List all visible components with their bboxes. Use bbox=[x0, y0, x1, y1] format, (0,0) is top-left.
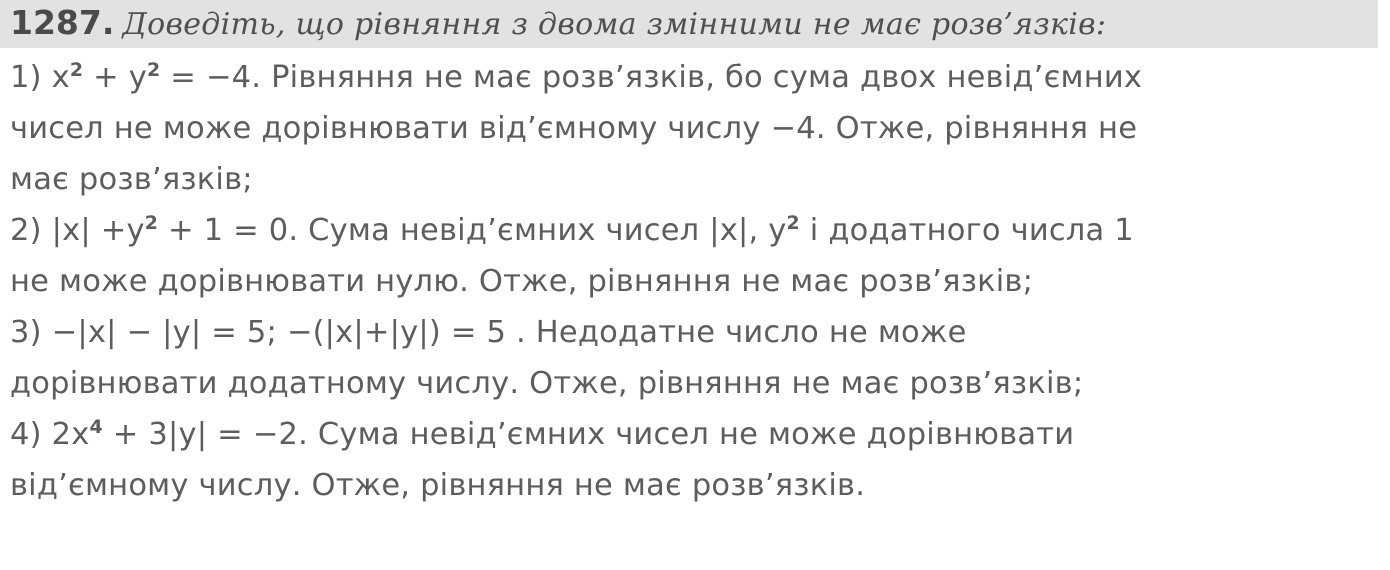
text-run: має розв’язків; bbox=[10, 162, 253, 197]
exponent: 4 bbox=[89, 415, 103, 438]
text-run: 2) |x| +y bbox=[10, 213, 145, 248]
item-1 bbox=[10, 52, 1376, 103]
item-2-cont bbox=[10, 256, 1376, 307]
item-1-cont-a bbox=[10, 103, 1376, 154]
text-run: + 1 = 0. Сума невід’ємних чисел |x|, y bbox=[158, 213, 787, 248]
exponent: 2 bbox=[786, 211, 800, 234]
text-run: + y bbox=[83, 60, 148, 95]
text-run: 3) −|x| − |y| = 5; −(|x|+|y|) = 5 . Недодатне число не може bbox=[10, 315, 967, 350]
text-run: не може дорівнювати нулю. Отже, рівняння не має розв’язків; bbox=[10, 264, 1034, 299]
solution-lines bbox=[10, 52, 1376, 511]
text-run: 1) x bbox=[10, 60, 70, 95]
text-run: чисел не може дорівнювати від’ємному числу −4. Отже, рівняння не bbox=[10, 111, 1138, 146]
task-number: 1287. bbox=[10, 3, 115, 42]
exponent: 2 bbox=[144, 211, 159, 234]
text-run: = −4. Рівняння не має розв’язків, бо сума двох невід’ємних bbox=[160, 60, 1143, 95]
text-run: дорівнювати додатному числу. Отже, рівняння не має розв’язків; bbox=[10, 366, 1084, 401]
exponent: 2 bbox=[147, 58, 161, 81]
page-bottom-margin bbox=[0, 556, 1390, 570]
text-run: від’ємному числу. Отже, рівняння не має розв’язків. bbox=[10, 468, 866, 503]
text-run: + 3|y| = −2. Сума невід’ємних чисел не може дорівнювати bbox=[102, 417, 1075, 452]
exponent: 2 bbox=[69, 58, 84, 81]
item-2 bbox=[10, 205, 1376, 256]
text-run: 4) 2x bbox=[10, 417, 90, 452]
text-run: і додатного числа 1 bbox=[799, 213, 1134, 248]
item-3-cont bbox=[10, 358, 1376, 409]
item-4-cont bbox=[10, 460, 1376, 511]
item-3 bbox=[10, 307, 1376, 358]
item-4 bbox=[10, 409, 1376, 460]
solution-body bbox=[0, 48, 1390, 511]
task-prompt: Доведіть, що рівняння з двома змінними не має розв’язків: bbox=[122, 7, 1107, 42]
task-header bbox=[0, 0, 1378, 48]
item-1-cont-b bbox=[10, 154, 1376, 205]
